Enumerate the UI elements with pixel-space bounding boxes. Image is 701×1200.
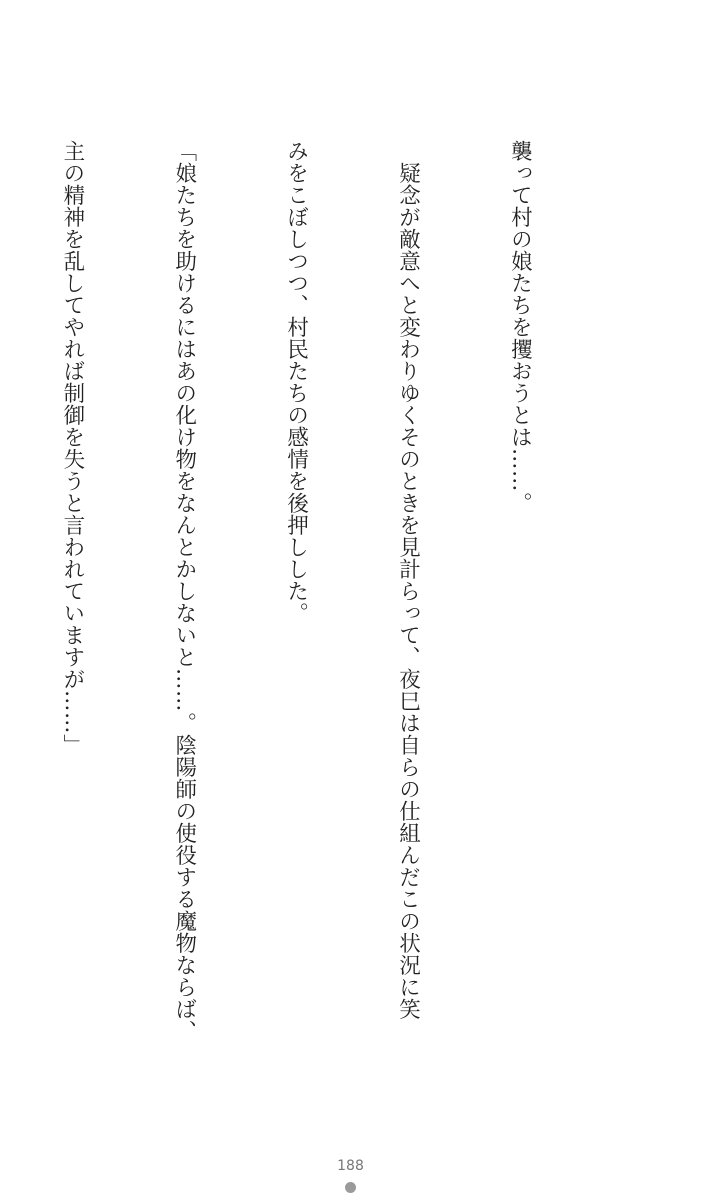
text-line: 主の精神を乱してやれば制御を失うと言われていますが……」 [59,140,85,756]
body-text [0,140,613,1042]
page-ornament-icon [345,1182,356,1193]
text-line: 疑念が敵意へと変わりゆくそのときを見計らって、夜巳は自らの仕組んだこの状況に笑 [395,140,421,1020]
text-line: 「娘たちを助けるにはあの化け物をなんとかしないと……。陰陽師の使役する魔物ならば、 [171,140,197,1042]
page-number: 188 [337,1158,364,1174]
text-line: みをこぼしつつ、村民たちの感情を後押しした。 [283,140,309,624]
text-line: 襲って村の娘たちを攫おうとは……。 [507,140,533,514]
